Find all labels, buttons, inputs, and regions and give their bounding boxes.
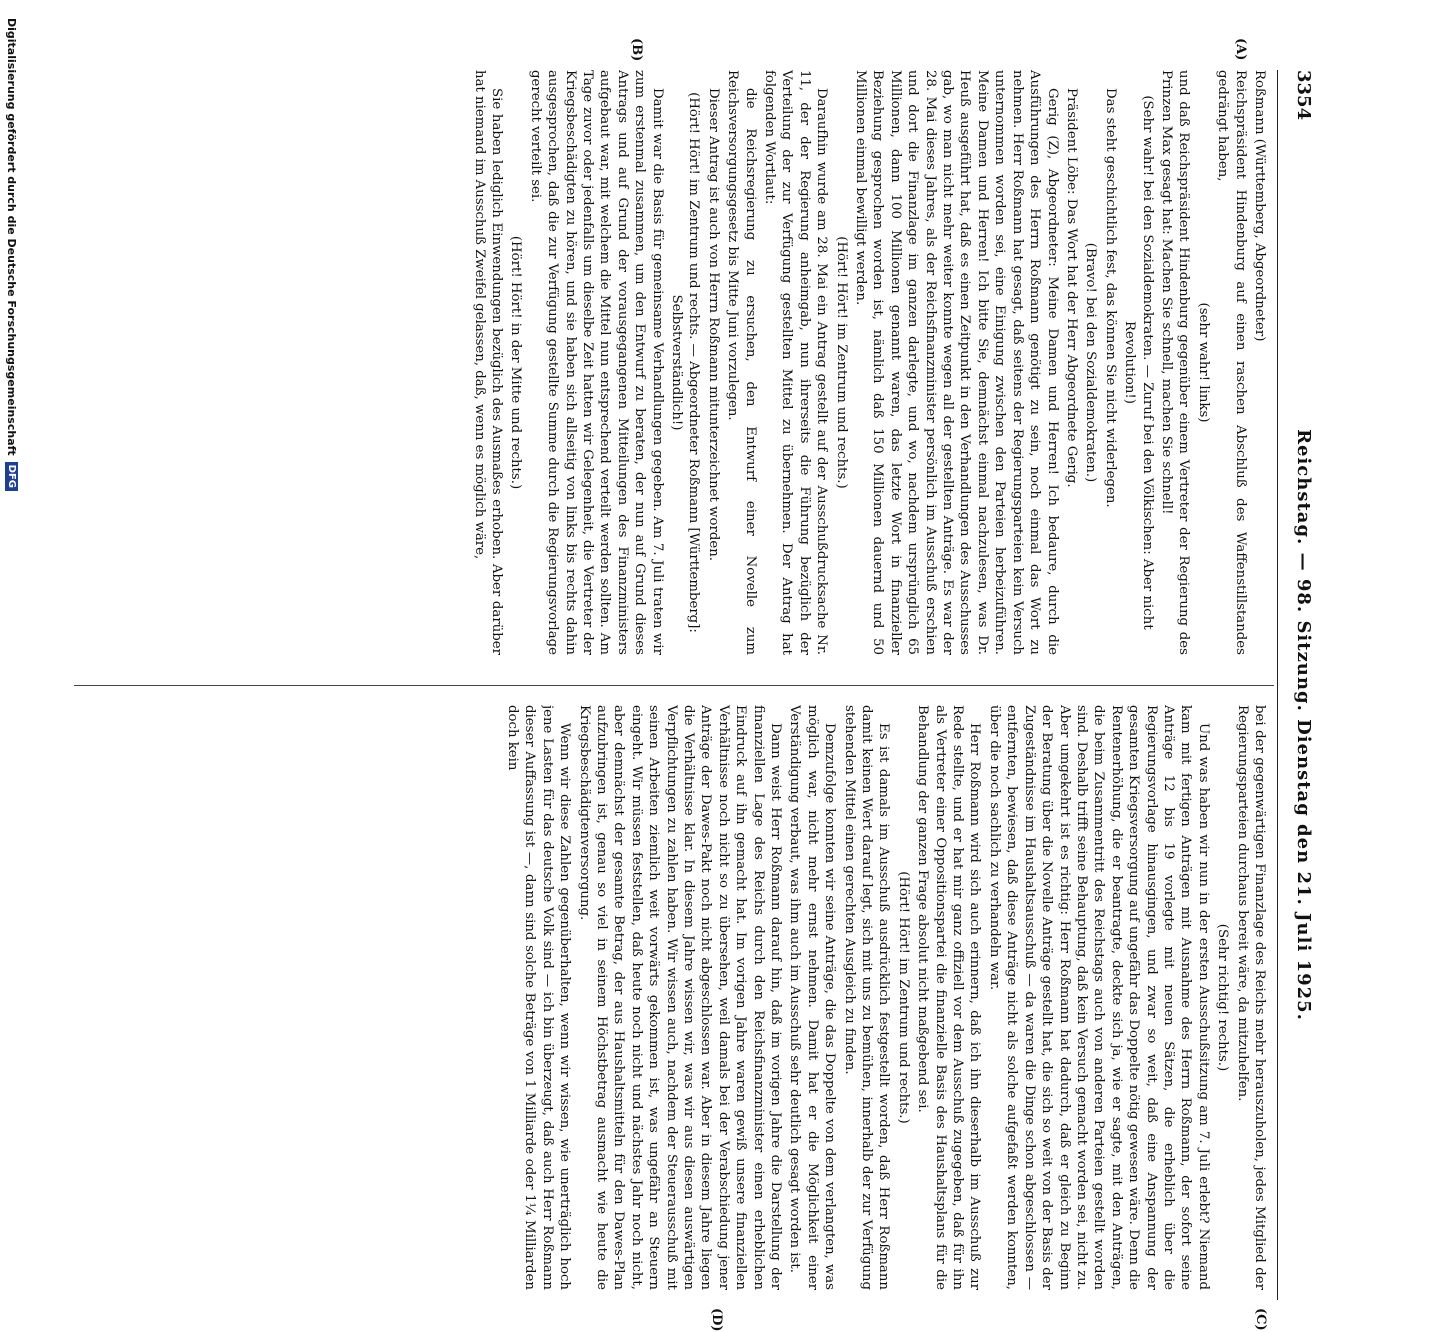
paragraph: Herr Roßmann wird sich auch erinnern, daß ich ihn dieserhalb im Ausschuß zur Rede stellte, und er hat mir ganz offiziell vor dem Ausschuß zugegeben, daß für ihn als Vertreter einer Oppositionspartei die finanzielle Basis des Haushaltsplans für die Behandlung der ganzen Frage absolut nicht maßgebend sei. (915, 705, 983, 1290)
footer-text: Digitalisierung gefördert durch die Deutsche Forschungsgemeinschaft (5, 18, 19, 456)
page-body (64, 38, 1324, 1332)
paragraph: und daß Reichspräsident Hindenburg gegenüber einem Vertreter der Regierung des Prinzen Max gesagt hat: Machen Sie schnell, machen Sie schnell! (1158, 70, 1192, 655)
margin-marker-a: (A) (1233, 38, 1248, 61)
paragraph: bei der gegenwärtigen Finanzlage des Reichs mehr herauszuholen, jedes Mitglied der Regierungsparteien durchaus bereit wäre, da mitzuhelfen. (1234, 705, 1267, 1290)
page-title: Reichstag. — 98. Sitzung. Dienstag den 21. Juli 1925. (1293, 429, 1315, 1021)
paragraph: Präsident Löbe: Das Wort hat der Herr Abgeordnete Gerig. (1063, 88, 1079, 488)
paragraph: Daraufhin wurde am 28. Mai ein Antrag gestellt auf der Ausschußdrucksache Nr. 11, der der Regierung anheimgab, nun ihrerseits die Führung bezüglich der Verteilung der zur Verfügung gestellten Mittel zu übernehmen. Der Antrag hat folgenden Wortlaut: (762, 70, 830, 655)
paragraph: Gerig (Z), Abgeordneter: Meine Damen und Herren! Ich bedaure, durch die Ausführungen des Herrn Roßmann genötigt zu sein, noch einmal das Wort zu nehmen. Herr Roßmann hat gesagt, daß seitens der Regierungsparteien kein Versuch unternommen worden sei, eine Einigung zwischen den Parteien herbeizuführen. Meine Damen und Herren! Ich bitte Sie, demnächst einmal nachzulesen, was Dr. Heuß ausgeführt hat, daß es einen Zeitpunkt in den Verhandlungen des Ausschusses gab, wo man nicht mehr weiter konnte wegen all der gestellten Anträge. Es war der 28. Mai dieses Jahres, als der Reichsfinanzminister persönlich im Ausschuß erschien und dort die Finanzlage im ganzen darlegte, und wo, nachdem ursprünglich 65 Millionen, dann 100 Millionen genannt waren, das letzte Wort in finanzieller Beziehung gesprochen worden ist, nämlich daß 150 Millionen dauernd und 50 Millionen einmal bewilligt werden. (853, 70, 1060, 655)
interjection: (Hört! Hört! in der Mitte und rechts.) (508, 235, 524, 490)
left-column (88, 70, 1268, 655)
paragraph: Damit war die Basis für gemeinsame Verhandlungen gegeben. Am 7. Juli traten wir zum erstenmal zusammen, um den Entwurf zu beraten, der nun auf Grund dieses Antrags und auf Grund der vorausgegangenen Mitteilungen des Finanzministers aufgebaut war, mit welchem die Mittel nun entsprechend verteilt werden sollten. Am Tage zuvor oder jedenfalls um dieselbe Zeit hatten wir Gelegenheit, die Vertreter der Kriegsbeschädigten zu hören, und sie haben sich allseitig von links bis rechts dahin ausgesprochen, daß die zur Verfügung gestellte Summe durch die Regierungsvorlage gerecht verteilt sei. (527, 70, 665, 655)
paragraph: Es ist damals im Ausschuß ausdrücklich festgestellt worden, daß Herr Roßmann damit keinen Wert darauf legt, sich mit uns zu bemühen, innerhalb der zur Verfügung stehenden Mittel einen gerechten Ausgleich zu finden. (841, 705, 892, 1290)
interjection: (Hört! Hört! im Zentrum und rechts.) (895, 871, 911, 1124)
dfg-logo: DFG (6, 462, 19, 491)
paragraph: Demzufolge konnten wir seine Anträge, die das Doppelte von dem verlangten, was möglich war, nicht mehr ernst nehmen. Damit hat er die Möglichkeit einer Verständigung verbaut, was ihm auch im Ausschuß sehr deutlich gesagt worden ist. (787, 705, 838, 1290)
paragraph: die Reichsregierung zu ersuchen, den Entwurf einer Novelle zum Reichsversorgungsgesetz bis Mitte Juni vorzulegen. (725, 70, 758, 655)
interjection: (Bravo! bei den Sozialdemokraten.) (1083, 242, 1099, 483)
margin-marker-d: (D) (709, 1308, 724, 1332)
margin-marker-b: (B) (629, 38, 644, 62)
page-number: 3354 (1293, 70, 1315, 121)
paragraph: Wenn wir diese Zahlen gegenüberhalten, wenn wir wissen, wie unerträglich hoch jene Lasten für das deutsche Volk sind — ich bin überzeugt, daß auch Herr Roßmann dieser Auffassung ist —, dann sind solche Beträge von 1 Milliarde oder 1¼ Milliarden doch kein (504, 705, 573, 1290)
paragraph: Sie haben lediglich Einwendungen bezüglich des Ausmaßes erhoben. Aber darüber hat niemand im Ausschuß Zweifel gelassen, daß, wenn es möglich wäre, (471, 70, 504, 655)
interjection: (Hört! Hört! im Zentrum und rechts. — Abgeordneter Roßmann [Württemberg]: Selbstverständlich!) (669, 92, 702, 633)
paragraph: Dieser Antrag ist auch von Herrn Roßmann mitunterzeichnet worden. (705, 88, 721, 561)
right-column (88, 705, 1268, 1290)
paragraph: Und was haben wir nun in der ersten Ausschußsitzung am 7. Juli erlebt? Niemand kam mit fertigen Anträgen mit Ausnahme des Herrn Roßmann, der sofort seine Anträge 12 bis 19 vorlegte mit neuen Sätzen, die erheblich über die Regierungsvorlage hinausgingen, und zwar so weit, daß eine Anspannung der gesamten Kriegsversorgung auf ungefähr das Doppelte nötig gewesen wäre. Denn die Rentenerhöhung, die er beantragte, deckte sich ja, wie er sagte, mit den Anträgen, die beim Zusammentritt des Reichstags auch von anderen Parteien gestellt worden sind. Deshalb trifft seine Behauptung, daß kein Versuch gemacht worden sei, nicht zu. Aber umgekehrt ist es richtig: Herr Roßmann hat dadurch, daß er gleich zu Beginn der Beratung über die Novelle Anträge gestellt hat, die sich so weit von der Basis der Zugeständnisse im Haushaltsausschuß — da waren die Dinge schon abgeschlossen — entfernten, bewiesen, daß diese Anträge nicht als solche aufgefaßt werden konnten, über die noch sachlich zu verhandeln war. (986, 705, 1211, 1290)
interjection: (Sehr wahr! bei den Sozialdemokraten. — Zuruf bei den Völkischen: Aber nicht Revolution!) (1122, 95, 1155, 630)
interjection: (sehr wahr! links) (1195, 302, 1211, 423)
interjection: (Hört! Hört! im Zentrum und rechts.) (833, 236, 849, 489)
header-rule (1277, 70, 1278, 1300)
digitization-footer (0, 0, 24, 1000)
page-header (1284, 70, 1324, 1300)
paragraph: Das steht geschichtlich fest, das können Sie nicht widerlegen. (1102, 88, 1118, 508)
interjection: (Sehr richtig! rechts.) (1215, 923, 1231, 1072)
column-separator (74, 685, 1274, 686)
paragraph: Roßmann (Württemberg, Abgeordneter) (1252, 70, 1267, 342)
paragraph: Reichspräsident Hindenburg auf einen raschen Abschluß des Waffenstillstandes gedrängt haben, (1215, 70, 1248, 655)
margin-marker-c: (C) (1253, 1308, 1268, 1331)
paragraph: Dann weist Herr Roßmann darauf hin, daß im vorigen Jahre die Darstellung der finanziellen Lage des Reichs durch den Reichsfinanzminister einen erheblichen Eindruck auf ihn gemacht hat. Im vorigen Jahre waren gewiß unsere finanziellen Verhältnisse noch nicht so zu übersehen, weil damals bei der Verabschiedung jener Anträge der Dawes-Pakt noch nicht abgeschlossen war. Aber in diesem Jahre liegen die Verhältnisse klar. In diesem Jahre wissen wir, was wir aus diesen auswärtigen Verpflichtungen zu zahlen haben. Wir wissen auch, nachdem der Steuerausschuß mit seinen Arbeiten ziemlich weit vorwärts gekommen ist, was ungefähr an Steuern eingeht. Wir müssen feststellen, daß heute noch nicht und nächstes Jahr noch nicht, aber demnächst der gesamte Betrag, der aus Haushaltsmitteln für den Dawes-Plan aufzubringen ist, genau so viel in seinem Höchstbetrag ausmacht wie heute die Kriegsbeschädigtenversorgung. (576, 705, 784, 1290)
